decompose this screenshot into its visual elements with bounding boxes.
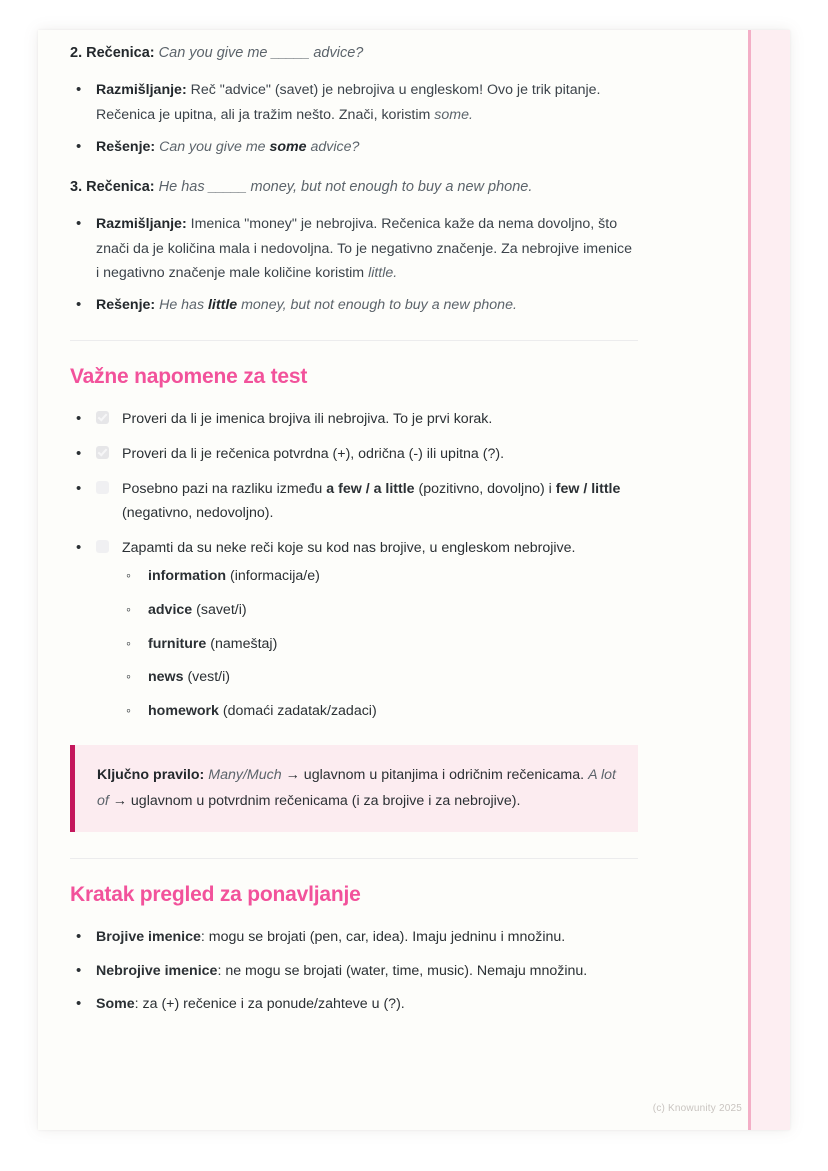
page-side-stripe [748, 30, 790, 1130]
exercise-sentence-head: Can you give me [158, 45, 272, 61]
checklist-item-label: Proveri da li je rečenica potvrdna (+), odrična (-) ili upitna (?). [122, 445, 505, 462]
recap-item [70, 959, 638, 983]
copyright-watermark: (c) Knowunity 2025 [652, 1103, 742, 1114]
checklist-item[interactable] [70, 407, 638, 432]
word-term: information [148, 568, 227, 585]
callout-text [97, 762, 616, 815]
solution-post: advice? [306, 139, 360, 156]
notes-section-heading: Važne napomene za test [70, 364, 308, 388]
list-item [70, 212, 638, 285]
checklist-item-label: Proveri da li je imenica brojiva ili nebrojiva. To je prvi korak. [122, 410, 493, 427]
word-gloss: (vest/i) [187, 669, 230, 686]
sub-list-item [122, 666, 638, 689]
notes-checklist [70, 407, 638, 723]
checklist-item[interactable] [70, 442, 638, 467]
recap-text: : za (+) rečenice i za ponude/zahteve u (?). [134, 996, 405, 1013]
recap-text: : ne mogu se brojati (water, time, music). Nemaju množinu. [217, 962, 588, 979]
document-page [38, 30, 790, 1130]
word-term: advice [148, 601, 193, 618]
exercise-sentence [159, 45, 364, 61]
word-term: furniture [148, 635, 207, 652]
item-text: Reč "advice" (savet) je nebrojiva u engleskom! Ovo je trik pitanje. Rečenica je upitna, ali ja tražim nešto. Znači, koristim [96, 82, 601, 123]
item-label: Rešenje: [96, 297, 156, 314]
callout-term-1: Many/Much [208, 766, 282, 783]
word-gloss: (savet/i) [196, 601, 247, 618]
item-text: Imenica "money" je nebrojiva. Rečenica kaže da nema dovoljno, što znači da je količina mala i nedovoljna. To je negativno značenje. Za nebrojive imenice i negativno značenje male količine koristim [96, 216, 633, 282]
item-label: Razmišljanje: [96, 82, 187, 99]
recap-term: Some [96, 996, 135, 1013]
checklist-item-label: Zapamti da su neke reči koje su kod nas brojive, u engleskom nebrojive. [122, 540, 576, 557]
exercise-2-list [70, 78, 638, 159]
item-text-tail: . [393, 265, 398, 282]
exercise-blank: _____ [271, 45, 310, 61]
uncountable-words-list [122, 565, 638, 723]
checkbox-checked-icon[interactable] [96, 411, 109, 424]
exercise-number-label: 2. Rečenica: [70, 45, 155, 61]
exercise-prompt [70, 42, 638, 64]
exercise-number-label: 3. Rečenica: [70, 178, 155, 195]
callout-label: Ključno pravilo: [97, 766, 205, 783]
solution-pre: Can you give me [155, 139, 270, 156]
word-gloss: (informacija/e) [229, 568, 320, 585]
checkbox-unchecked-icon[interactable] [96, 540, 109, 553]
sub-list-item [122, 633, 638, 656]
checkbox-checked-icon[interactable] [96, 446, 109, 459]
exercise-sentence [159, 179, 533, 195]
checklist-item-text-c: (negativno, nedovoljno). [122, 505, 274, 522]
checklist-item[interactable] [70, 477, 638, 527]
checklist-item-text-b: (pozitivno, dovoljno) i [414, 480, 556, 497]
exercise-prompt [70, 176, 638, 198]
checklist-item-text-a: Posebno pazi na razliku između [122, 480, 327, 497]
exercise-blank: _____ [208, 178, 247, 195]
recap-item [70, 992, 638, 1016]
exercise-sentence-head: He has [158, 178, 209, 195]
list-item [70, 135, 638, 159]
exercise-3-list [70, 212, 638, 318]
recap-term: Nebrojive imenice [96, 962, 218, 979]
solution-pre: He has [155, 297, 208, 314]
recap-term: Brojive imenice [96, 929, 201, 946]
solution-key: little [207, 297, 238, 314]
exercise-sentence-tail: advice? [309, 45, 364, 61]
page-content [70, 30, 638, 1026]
word-gloss: (domaći zadatak/zadaci) [222, 702, 377, 719]
checkbox-unchecked-icon[interactable] [96, 481, 109, 494]
word-term: homework [148, 702, 219, 719]
item-label: Razmišljanje: [96, 216, 187, 233]
callout-text-2: → uglavnom u potvrdnim rečenicama (i za brojive i za nebrojive). [108, 792, 521, 809]
list-item [70, 78, 638, 127]
checklist-item-bold-a: a few / a little [326, 480, 415, 497]
item-emphasis: some [434, 106, 469, 123]
sub-list-item [122, 599, 638, 622]
sub-list-item [122, 700, 638, 723]
callout-term-2: A lot of [97, 766, 616, 809]
checklist-item[interactable] [70, 536, 638, 722]
checklist-item-bold-b: few / little [555, 480, 621, 497]
list-item [70, 293, 638, 317]
item-emphasis: little [368, 265, 394, 282]
callout-text-1: → uglavnom u pitanjima i odričnim rečenicama. [281, 766, 589, 783]
exercise-sentence-tail: money, but not enough to buy a new phone. [246, 178, 533, 195]
word-term: news [148, 669, 184, 686]
recap-section-heading: Kratak pregled za ponavljanje [70, 883, 361, 907]
key-rule-callout [70, 745, 638, 833]
section-divider [70, 858, 638, 859]
recap-list [70, 925, 638, 1016]
recap-item [70, 925, 638, 949]
solution-post: money, but not enough to buy a new phone. [237, 297, 517, 314]
item-label: Rešenje: [96, 139, 156, 156]
recap-text: : mogu se brojati (pen, car, idea). Imaju jedninu i množinu. [200, 929, 566, 946]
solution-key: some [269, 139, 307, 156]
section-divider [70, 340, 638, 341]
word-gloss: (nameštaj) [210, 635, 278, 652]
sub-list-item [122, 565, 638, 588]
item-text-tail: . [468, 106, 473, 123]
